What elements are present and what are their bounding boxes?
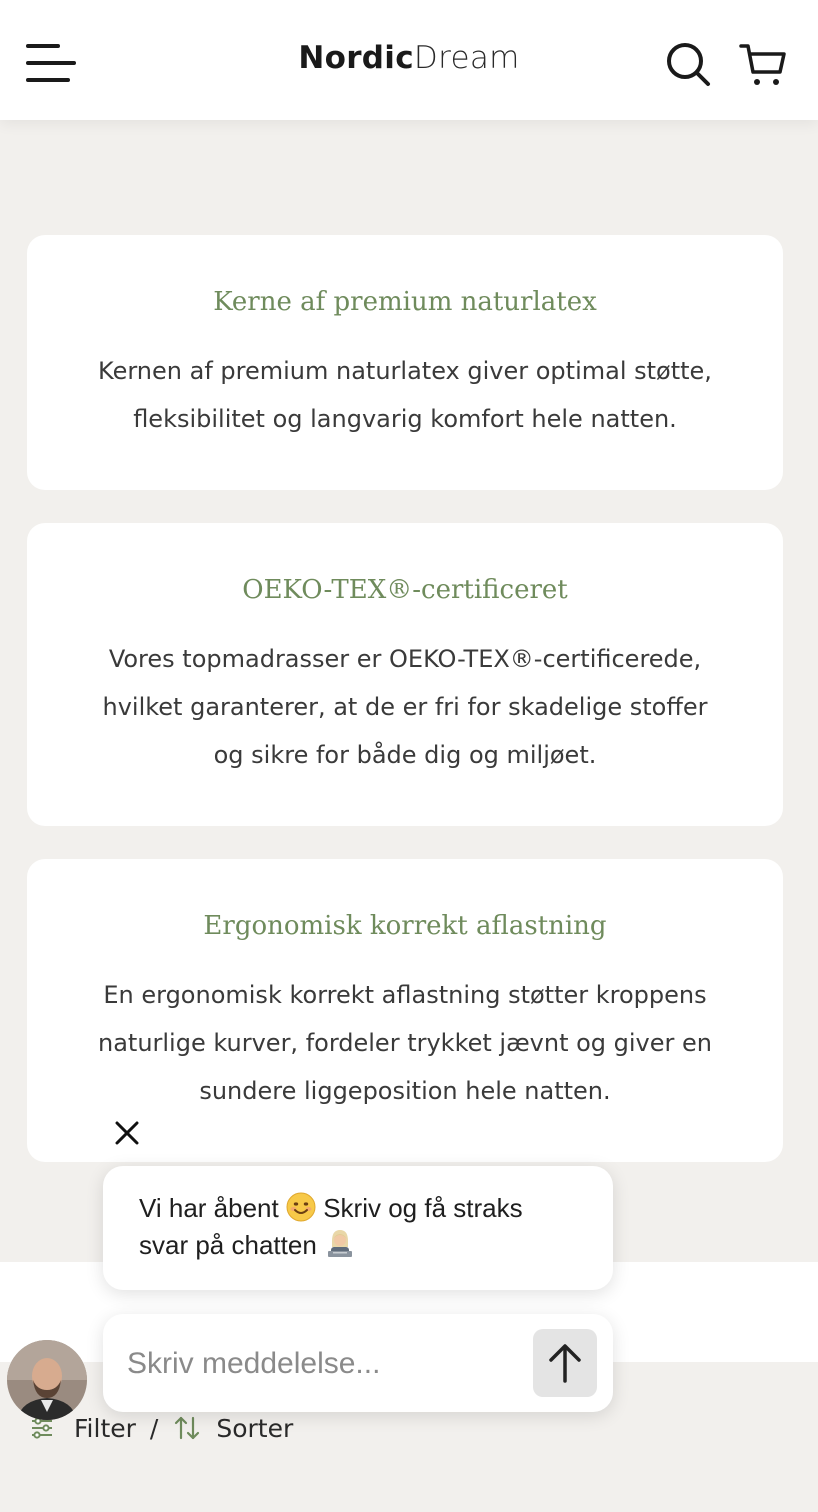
chat-greeting-part: Skriv og få straks	[323, 1193, 523, 1223]
chat-message-input[interactable]	[125, 1336, 509, 1392]
send-message-button[interactable]	[533, 1329, 597, 1397]
sort-button[interactable]: Sorter	[216, 1413, 294, 1443]
feature-card-latex	[27, 235, 783, 490]
chat-greeting-part: Vi har åbent	[139, 1193, 279, 1223]
feature-description-line: fleksibilitet og langvarig komfort hele natten.	[133, 405, 677, 433]
sort-arrows-icon[interactable]	[172, 1414, 202, 1442]
feature-description	[67, 971, 743, 1115]
feature-card-oekotex	[27, 523, 783, 826]
feature-description-line: naturlige kurver, fordeler trykket jævnt og giver en	[97, 1029, 712, 1057]
chat-greeting-part: svar på chatten	[139, 1230, 317, 1260]
logo-text-light: Dream	[413, 40, 520, 76]
feature-description-line: Vores topmadrasser er OEKO-TEX®-certificerede,	[108, 645, 702, 673]
feature-title: Kerne af premium naturlatex	[213, 287, 597, 317]
feature-title: Ergonomisk korrekt aflastning	[203, 911, 607, 941]
chat-greeting-bubble[interactable]	[103, 1166, 613, 1290]
feature-description	[67, 635, 743, 779]
cart-icon[interactable]	[738, 40, 788, 88]
feature-description-line: sundere liggeposition hele natten.	[199, 1077, 611, 1105]
smile-emoji-icon	[286, 1192, 316, 1222]
feature-title: OEKO-TEX®-certificeret	[242, 575, 568, 605]
chat-message-box	[103, 1314, 613, 1412]
close-icon[interactable]	[110, 1116, 144, 1150]
search-icon[interactable]	[664, 40, 712, 88]
feature-description-line: Kernen af premium naturlatex giver optimal støtte,	[98, 357, 712, 385]
agent-avatar-image	[7, 1340, 87, 1420]
toolbar-separator: /	[149, 1413, 159, 1443]
logo-text-bold: Nordic	[298, 40, 414, 76]
arrow-up-icon	[533, 1329, 597, 1397]
agent-avatar[interactable]	[7, 1340, 87, 1420]
feature-description	[67, 347, 743, 443]
feature-description-line: En ergonomisk korrekt aflastning støtter kroppens	[103, 981, 707, 1009]
feature-description-line: og sikre for både dig og miljøet.	[213, 741, 597, 769]
feature-description-line: hvilket garanterer, at de er fri for skadelige stoffer	[102, 693, 708, 721]
site-header	[0, 0, 818, 120]
chat-greeting-text	[139, 1190, 589, 1264]
support-agent-emoji-icon	[324, 1227, 356, 1259]
filter-button[interactable]: Filter	[74, 1413, 136, 1443]
